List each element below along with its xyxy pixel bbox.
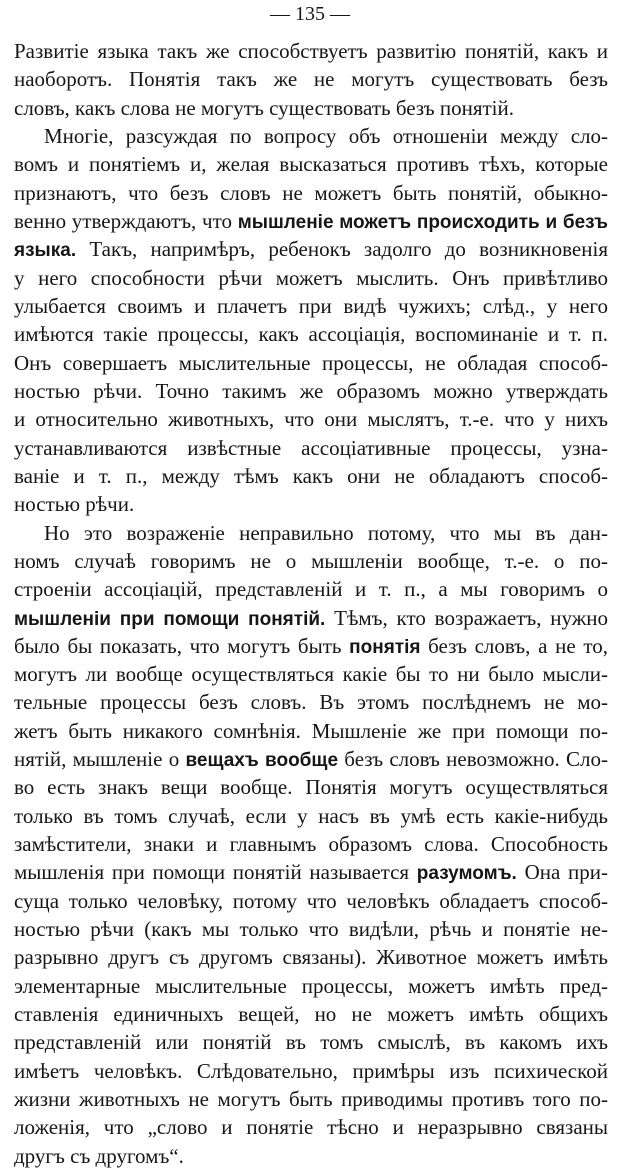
text-line: разрывно другъ съ другомъ связаны). Животное можетъ имѣть — [14, 945, 608, 970]
text-line: ставленія единичныхъ вещей, но не можетъ имѣть общихъ — [14, 1002, 608, 1027]
text-line: жетъ быть никакого сомнѣнія. Мышленіе же при помощи по- — [14, 718, 608, 743]
text-line: наоборотъ. Понятія такъ же не могутъ существовать безъ — [14, 67, 608, 92]
text-line: жизни животныхъ не могутъ быть приводимы противъ того по- — [14, 1087, 608, 1112]
text-line: представленій или понятій въ томъ смыслѣ, въ какомъ ихъ — [14, 1030, 608, 1055]
text-line: другъ съ другомъ“. — [14, 1143, 184, 1168]
text-line: суща только человѣку, потому что человѣкъ обладаетъ способ- — [14, 888, 608, 913]
text-line: могутъ ли вообще осуществляться какіе бы то ни было мысли- — [14, 662, 608, 687]
text-line: словъ, какъ слова не могутъ существовать безъ понятій. — [14, 95, 514, 120]
text-line: ностью рѣчи. — [14, 492, 135, 517]
text-line — [14, 858, 608, 886]
paragraph-first-line: Многіе, разсуждая по вопросу объ отношеніи между сло- — [44, 123, 608, 148]
text-line: Развитіе языка такъ же способствуетъ развитію понятій, какъ и — [14, 39, 608, 63]
text-line: во есть знакъ вещи вообще. Понятія могутъ осуществляться — [14, 775, 608, 800]
text-line: ностью рѣчи (какъ мы только что видѣли, рѣчь и понятіе не- — [14, 917, 608, 942]
text-line: у него способности рѣчи можетъ мыслить. Онъ привѣтливо — [14, 265, 608, 290]
text-run: Такъ, напримѣръ, ребенокъ задолго до возникновенія — [76, 237, 608, 262]
text-line: ваніе и т. п., между тѣмъ какъ они не обладаютъ способ- — [14, 463, 608, 488]
text-line: элементарные мыслительные процессы, можетъ имѣть пред- — [14, 973, 608, 998]
bold-phrase: вещахъ вообще — [185, 750, 339, 772]
text-line: только въ томъ случаѣ, если у насъ въ умѣ есть какіе-нибудь — [14, 803, 608, 828]
text-run: Она при- — [516, 860, 608, 885]
bold-phrase: разумомъ. — [416, 863, 517, 885]
text-line — [14, 235, 608, 263]
text-line: имѣетъ человѣкъ. Слѣдовательно, примѣры изъ психической — [14, 1058, 608, 1083]
bold-phrase: языка. — [14, 240, 77, 262]
text-line: замѣстители, знаки и главнымъ образомъ слова. Способность — [14, 832, 608, 857]
text-line: устанавливаются извѣстные ассоціативные процессы, узна- — [14, 435, 608, 460]
text-line: тельные процессы безъ словъ. Въ этомъ послѣднемъ не мо- — [14, 690, 608, 715]
text-line — [14, 632, 608, 660]
text-line: вомъ и понятіемъ и, желая высказаться противъ тѣхъ, которые — [14, 152, 608, 177]
text-run: безъ словъ невозможно. Сло- — [338, 747, 608, 772]
text-line: улыбается своимъ и плачетъ при видѣ чужихъ; слѣд., у него — [14, 293, 608, 318]
text-line: ложенія, что „слово и понятіе тѣсно и неразрывно связаны — [14, 1115, 608, 1140]
text-line — [14, 604, 608, 632]
text-run: мышленія при помощи понятій называется — [14, 860, 417, 885]
paragraph-first-line: Но это возраженіе неправильно потому, что мы въ дан- — [44, 520, 608, 545]
bold-phrase: мышленіе можетъ происходить и безъ — [237, 211, 608, 233]
text-line: номъ случаѣ говоримъ не о мышленіи вообще, т.-е. о по- — [14, 548, 608, 573]
page-number: — 135 — — [270, 3, 350, 25]
text-line: признаютъ, что безъ словъ не можетъ быть понятій, обыкно- — [14, 180, 608, 205]
text-line: Онъ совершаетъ мыслительные процессы, не обладая способ- — [14, 350, 608, 375]
text-run: безъ словъ, а не то, — [420, 633, 608, 658]
text-line — [14, 207, 608, 235]
text-line: строеніи ассоціацій, представленій и т. п., а мы говоримъ о — [14, 577, 608, 602]
text-run: Тѣмъ, кто возражаетъ, нужно — [325, 605, 608, 630]
text-line: ностью рѣчи. Точно такимъ же образомъ можно утверждать — [14, 378, 608, 403]
text-run: венно утверждаютъ, что — [14, 208, 238, 233]
text-line: имѣются такіе процессы, какъ ассоціація, воспоминаніе и т. п. — [14, 322, 608, 347]
text-line — [14, 745, 608, 773]
text-run: нятій, мышленіе о — [14, 747, 186, 772]
text-line: и относительно животныхъ, что они мыслятъ, т.-е. что у нихъ — [14, 407, 608, 432]
bold-phrase: мышленіи при помощи понятій. — [14, 608, 326, 630]
text-run: было бы показать, что могутъ быть — [14, 633, 350, 658]
bold-phrase: понятія — [349, 636, 421, 658]
